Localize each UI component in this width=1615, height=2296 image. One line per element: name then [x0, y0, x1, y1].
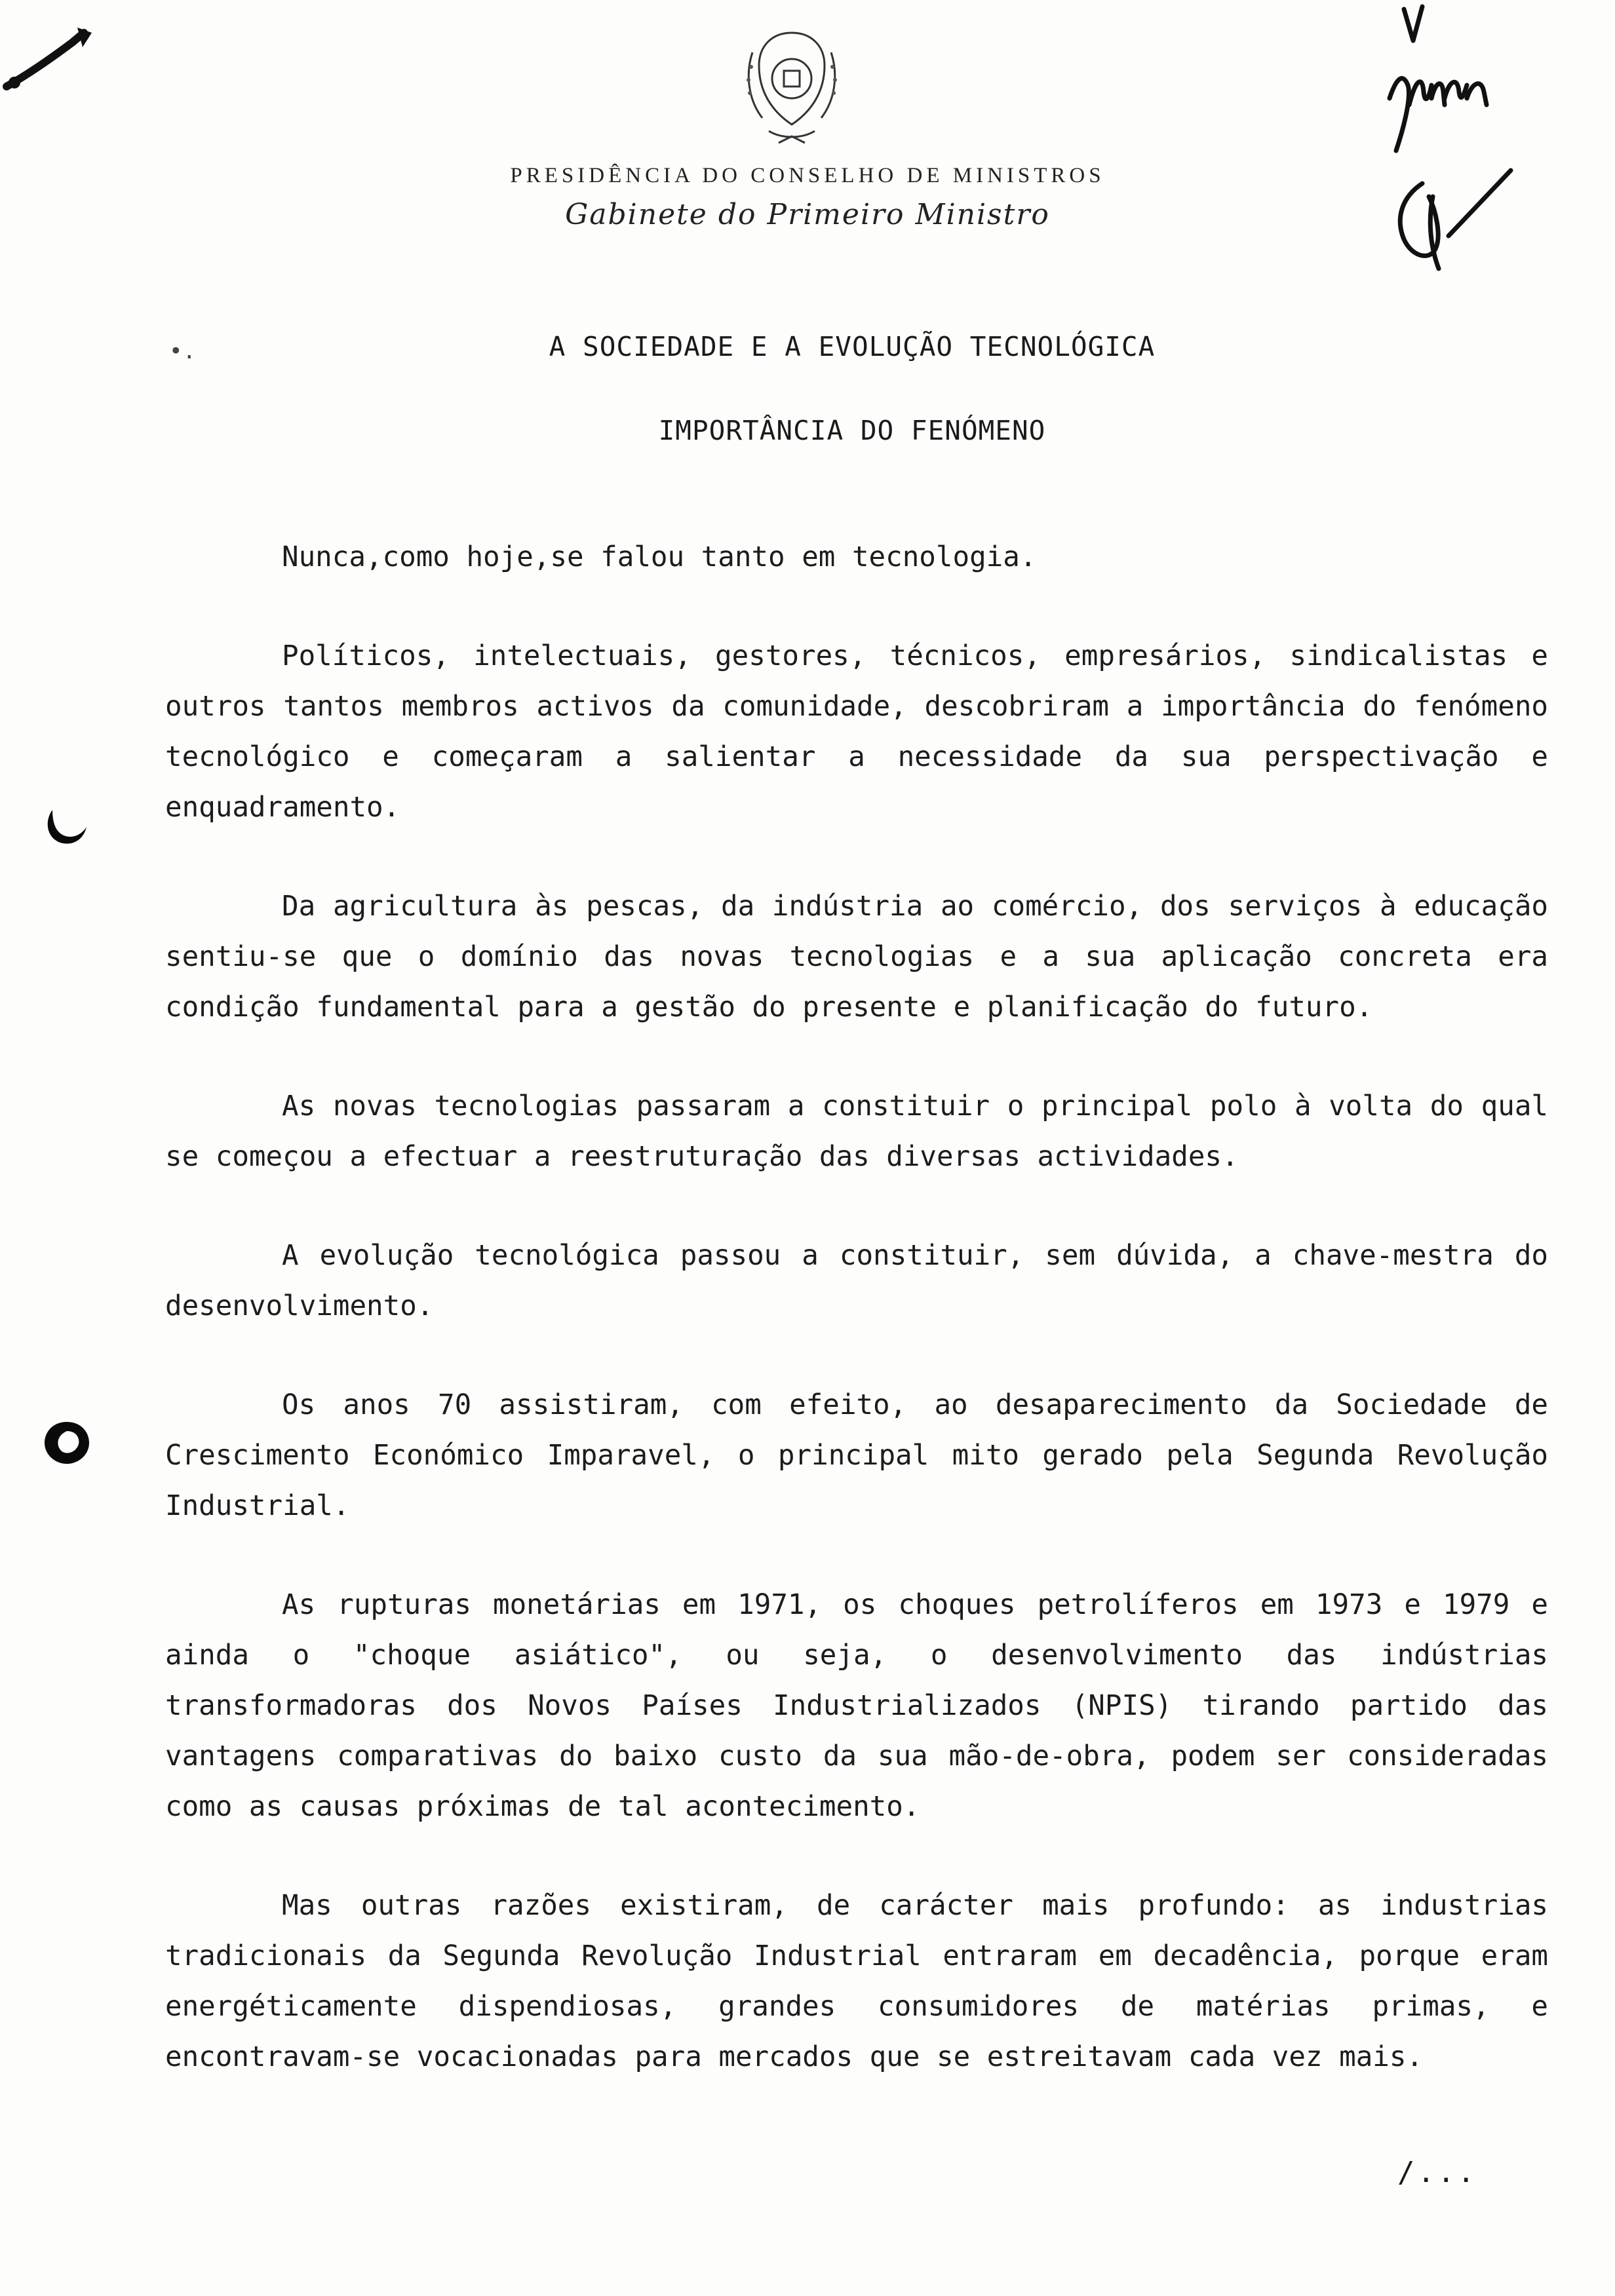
paragraph: Da agricultura às pescas, da indústria ao comércio, dos serviços à educação sentiu-se que o domínio das novas tecnologias e a sua aplicação concreta era condição fundamental para a gestão do presente e planificação do futuro.: [165, 890, 1548, 1024]
punch-hole-icon: [41, 801, 93, 853]
paragraph: Políticos, intelectuais, gestores, técnicos, empresários, sindicalistas e outros tantos membros activos da comunidade, descobriram a importância do fenómeno tecnológico e começaram a salientar a necessidade da sua perspectivação e enquadramento.: [165, 640, 1548, 824]
paragraph: As rupturas monetárias em 1971, os choques petrolíferos em 1973 e 1979 e ainda o "choque asiático", ou seja, o desenvolvimento das indústrias transformadoras dos Novos Países Industrializados (NPIS) tirando partido das vantagens comparativas do baixo custo da sua mão-de-obra, podem ser consideradas como as causas próximas de tal acontecimento.: [165, 1589, 1548, 1823]
paragraph: Mas outras razões existiram, de carácter mais profundo: as industrias tradicionais da Segunda Revolução Industrial entraram em decadência, porque eram energéticamente dispendiosas, grandes consumidores de matérias primas, e encontravam-se vocacionadas para mercados que se estreitavam cada vez mais.: [165, 1890, 1548, 2073]
coat-of-arms-icon: [733, 26, 851, 151]
continuation-mark: /...: [1397, 2156, 1477, 2189]
paragraph: Nunca,como hoje,se falou tanto em tecnologia.: [282, 541, 1037, 573]
letterhead-office: Gabinete do Primeiro Ministro: [565, 198, 1050, 231]
paragraph: As novas tecnologias passaram a constituir o principal polo à volta do qual se começou a efectuar a reestruturação das diversas actividades.: [165, 1090, 1548, 1173]
document-subtitle: IMPORTÂNCIA DO FENÓMENO: [658, 415, 1046, 446]
paragraph: Os anos 70 assistiram, com efeito, ao desaparecimento da Sociedade de Crescimento Económico Imparavel, o principal mito gerado pela Segunda Revolução Industrial.: [165, 1389, 1548, 1522]
punch-hole-icon: [41, 1417, 93, 1469]
handwritten-signature: [1376, 0, 1521, 288]
paragraph: A evolução tecnológica passou a constituir, sem dúvida, a chave-mestra do desenvolvimento.: [165, 1240, 1548, 1322]
stray-mark: •.: [169, 338, 196, 364]
corner-ink-mark: [0, 13, 105, 105]
letterhead-organization: PRESIDÊNCIA DO CONSELHO DE MINISTROS: [510, 164, 1105, 187]
document-body: [165, 532, 1548, 2131]
document-title: A SOCIEDADE E A EVOLUÇÃO TECNOLÓGICA: [549, 331, 1156, 362]
